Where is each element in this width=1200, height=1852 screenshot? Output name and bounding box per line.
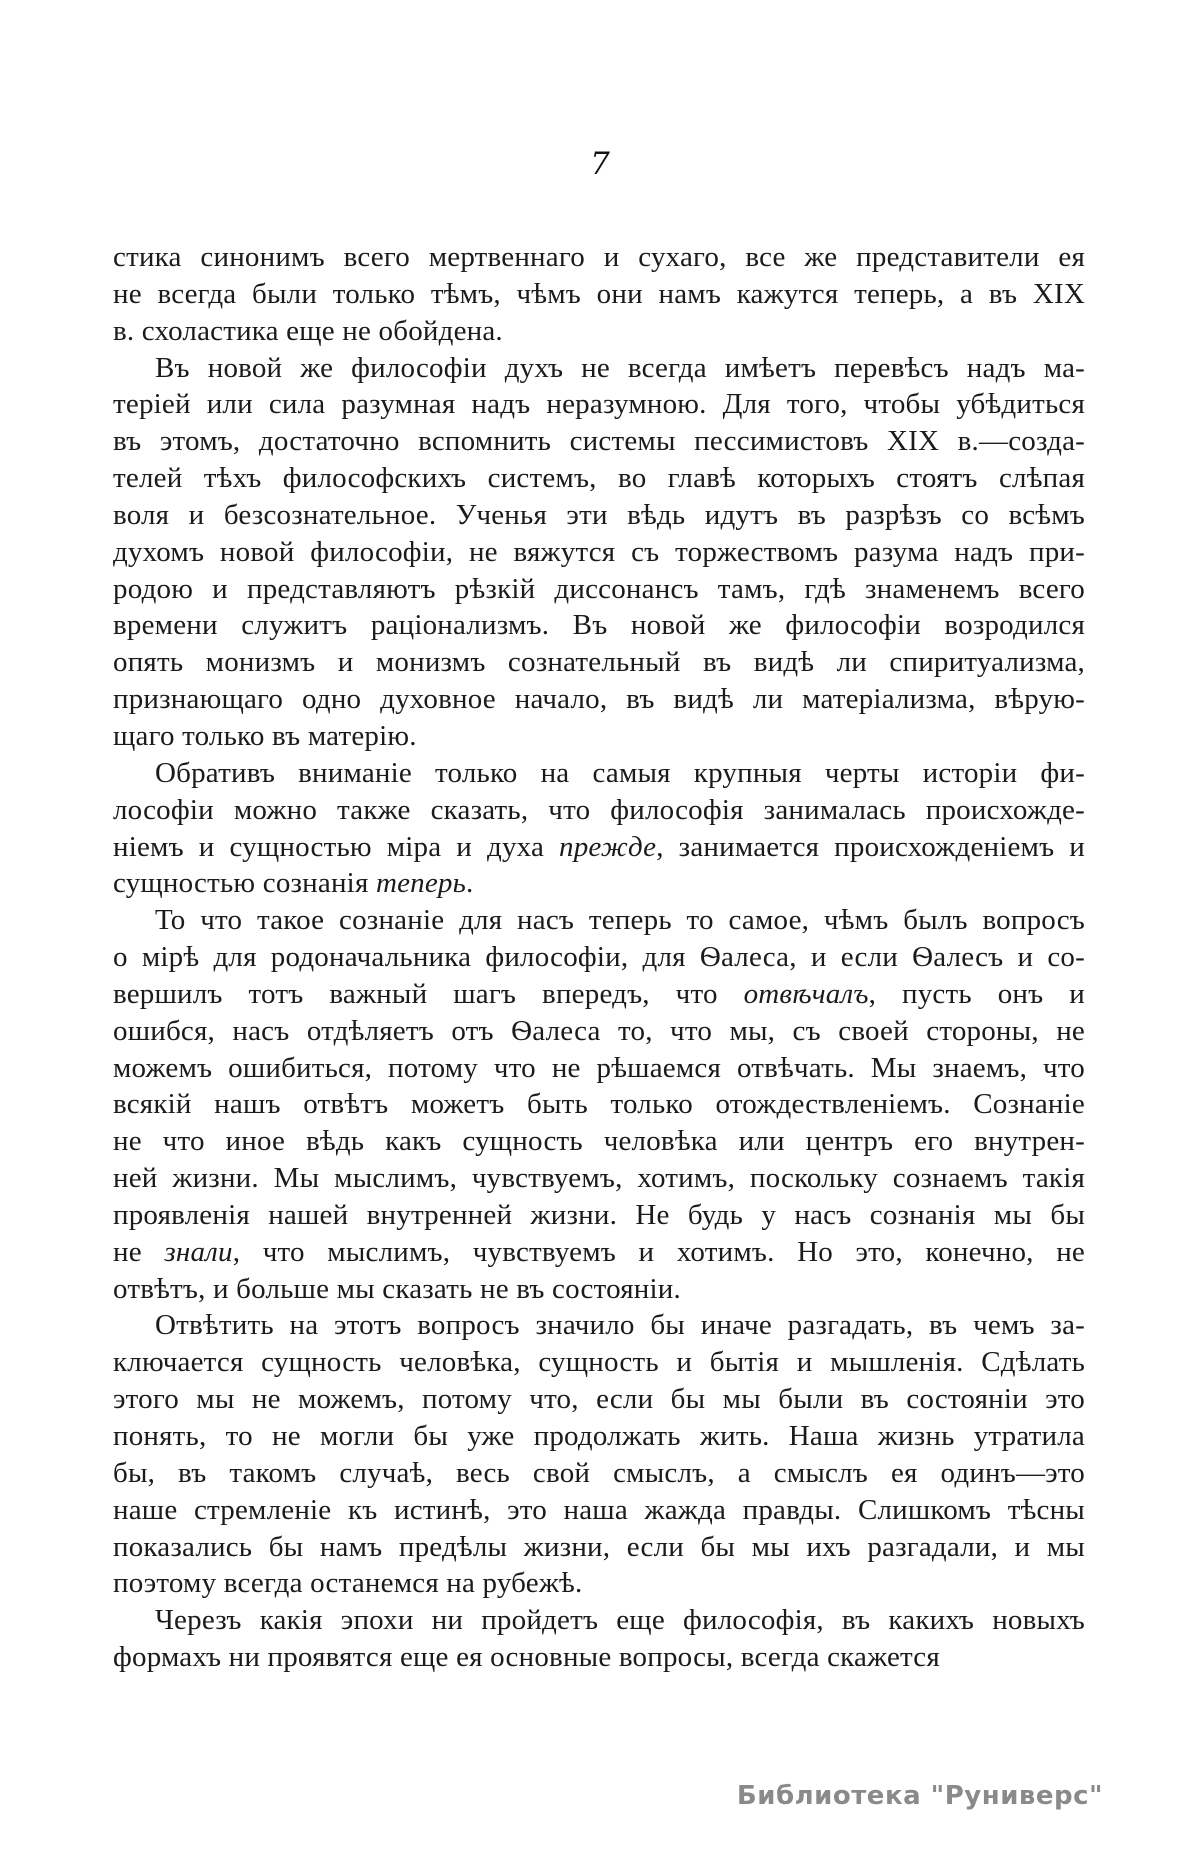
text-line: проявленія нашей внутренней жизни. Не будь у насъ сознанія мы бы [113, 1198, 1085, 1231]
text-line: щаго только въ матерію. [113, 719, 417, 752]
text-line: наше стремленіе къ истинѣ, это наша жажда правды. Слишкомъ тѣсны [113, 1493, 1085, 1526]
text-line: ошибся, насъ отдѣляетъ отъ Ѳалеса то, что мы, съ своей стороны, не [113, 1014, 1085, 1047]
text-line: этого мы не можемъ, потому что, если бы мы были въ состояніи это [113, 1383, 1085, 1416]
text-line: вершилъ тотъ важный шагъ впередъ, что отвѣчалъ, пусть онъ и [113, 977, 1085, 1010]
text-line: не всегда были только тѣмъ, чѣмъ они намъ кажутся теперь, а въ XIX [113, 277, 1085, 310]
paragraph [113, 1602, 1085, 1676]
text-line: Отвѣтить на этотъ вопросъ значило бы иначе разгадать, въ чемъ за- [155, 1309, 1085, 1342]
text-line: поэтому всегда останемся на рубежѣ. [113, 1567, 583, 1600]
text-line: То что такое сознаніе для насъ теперь то самое, чѣмъ былъ вопросъ [155, 904, 1085, 937]
text-line: Въ новой же философіи духъ не всегда имѣетъ перевѣсъ надъ ма- [155, 351, 1085, 384]
text-line: сущностью сознанія теперь. [113, 867, 474, 900]
text-line: не знали, что мыслимъ, чувствуемъ и хотимъ. Но это, конечно, не [113, 1235, 1085, 1268]
paragraph [113, 239, 1085, 350]
text-line: формахъ ни проявятся еще ея основные вопросы, всегда скажется [113, 1641, 940, 1674]
page-text [113, 239, 1085, 1676]
paragraph [113, 350, 1085, 755]
text-line: ніемъ и сущностью міра и духа прежде, занимается происхожденіемъ и [113, 830, 1085, 863]
text-line: опять монизмъ и монизмъ сознательный въ видѣ ли спиритуализма, [113, 646, 1085, 679]
text-line: времени служитъ раціонализмъ. Въ новой же философіи возродился [113, 609, 1085, 642]
text-line: Черезъ какія эпохи ни пройдетъ еще философія, въ какихъ новыхъ [155, 1604, 1085, 1637]
text-line: ней жизни. Мы мыслимъ, чувствуемъ, хотимъ, поскольку сознаемъ такія [113, 1162, 1085, 1195]
text-line: ключается сущность человѣка, сущность и бытія и мышленія. Сдѣлать [113, 1346, 1085, 1379]
paragraph [113, 755, 1085, 902]
text-line: о мірѣ для родоначальника философіи, для Ѳалеса, и если Ѳалесъ и со- [113, 941, 1085, 974]
text-line: в. схоластика еще не обойдена. [113, 314, 503, 347]
page-number: 7 [590, 146, 610, 182]
text-line: родою и представляютъ рѣзкій диссонансъ тамъ, гдѣ знаменемъ всего [113, 572, 1085, 605]
text-line: стика синонимъ всего мертвеннаго и сухаго, все же представители ея [113, 241, 1085, 273]
text-line: всякій нашъ отвѣтъ можетъ быть только отождествленіемъ. Сознаніе [113, 1088, 1085, 1121]
text-line: отвѣтъ, и больше мы сказать не въ состояніи. [113, 1272, 681, 1305]
text-line: духомъ новой философіи, не вяжутся съ торжествомъ разума надъ при- [113, 535, 1085, 568]
paragraph [113, 1307, 1085, 1602]
text-line: теріей или сила разумная надъ неразумною. Для того, чтобы убѣдиться [113, 388, 1085, 421]
text-line: признающаго одно духовное начало, въ видѣ ли матеріализма, вѣрую- [113, 683, 1085, 716]
text-line: въ этомъ, достаточно вспомнить системы пессимистовъ XIX в.—созда- [113, 425, 1085, 458]
text-line: бы, въ такомъ случаѣ, весь свой смыслъ, а смыслъ ея одинъ—это [113, 1456, 1085, 1489]
library-watermark: Библиотека "Руниверс" [736, 1781, 1104, 1811]
text-line: не что иное вѣдь какъ сущность человѣка или центръ его внутрен- [113, 1125, 1085, 1158]
text-line: телей тѣхъ философскихъ системъ, во главѣ которыхъ стоятъ слѣпая [113, 462, 1085, 495]
text-line: Обративъ вниманіе только на самыя крупныя черты исторіи фи- [155, 756, 1085, 789]
text-line: лософіи можно также сказать, что философія занималась происхожде- [113, 793, 1085, 826]
text-line: можемъ ошибиться, потому что не рѣшаемся отвѣчать. Мы знаемъ, что [113, 1051, 1085, 1084]
text-line: воля и безсознательное. Ученья эти вѣдь идутъ въ разрѣзъ со всѣмъ [113, 498, 1085, 531]
paragraph [113, 902, 1085, 1307]
text-line: показались бы намъ предѣлы жизни, если бы мы ихъ разгадали, и мы [113, 1530, 1085, 1563]
text-line: понять, то не могли бы уже продолжать жить. Наша жизнь утратила [113, 1420, 1085, 1452]
